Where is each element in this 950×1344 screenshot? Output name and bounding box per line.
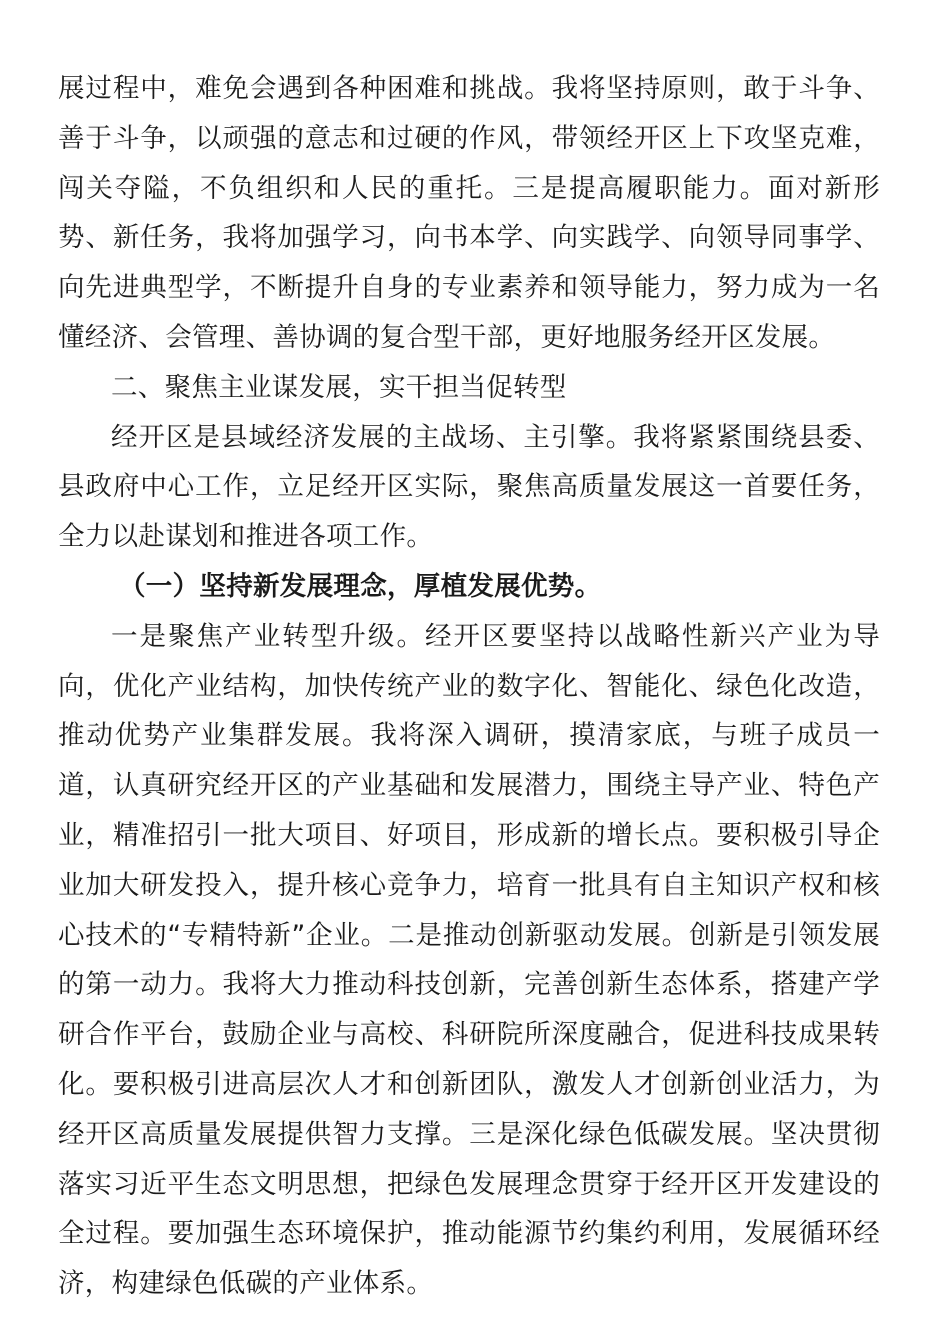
document-page — [58, 64, 880, 1309]
subsection-heading: （一）坚持新发展理念，厚植发展优势。 — [119, 570, 602, 602]
body-paragraph: 经开区是县域经济发展的主战场、主引擎。我将紧紧围绕县委、县政府中心工作，立足经开区实际，聚焦高质量发展这一首要任务，全力以赴谋划和推进各项工作。 — [58, 421, 880, 553]
section-heading-2: 二、聚焦主业谋发展，实干担当促转型 — [111, 371, 567, 403]
body-paragraph: 一是聚焦产业转型升级。经开区要坚持以战略性新兴产业为导向，优化产业结构，加快传统产业的数字化、智能化、绿色化改造，推动优势产业集群发展。我将深入调研，摸清家底，与班子成员一道，认真研究经开区的产业基础和发展潜力，围绕主导产业、特色产业，精准招引一批大项目、好项目，形成新的增长点。要积极引导企业加大研发投入，提升核心竞争力，培育一批具有自主知识产权和核心技术的“专精特新”企业。二是推动创新驱动发展。创新是引领发展的第一动力。我将大力推动科技创新，完善创新生态体系，搭建产学研合作平台，鼓励企业与高校、科研院所深度融合，促进科技成果转化。要积极引进高层次人才和创新团队，激发人才创新创业活力，为经开区高质量发展提供智力支撑。三是深化绿色低碳发展。坚决贯彻落实习近平生态文明思想，把绿色发展理念贯穿于经开区开发建设的全过程。要加强生态环境保护，推动能源节约集约利用，发展循环经济，构建绿色低碳的产业体系。 — [58, 620, 880, 1300]
body-paragraph-continued: 展过程中，难免会遇到各种困难和挑战。我将坚持原则，敢于斗争、善于斗争，以顽强的意志和过硬的作风，带领经开区上下攻坚克难，闯关夺隘，不负组织和人民的重托。三是提高履职能力。面对新形势、新任务，我将加强学习，向书本学、向实践学、向领导同事学、向先进典型学，不断提升自身的专业素养和领导能力，努力成为一名懂经济、会管理、善协调的复合型干部，更好地服务经开区发展。 — [58, 73, 880, 353]
